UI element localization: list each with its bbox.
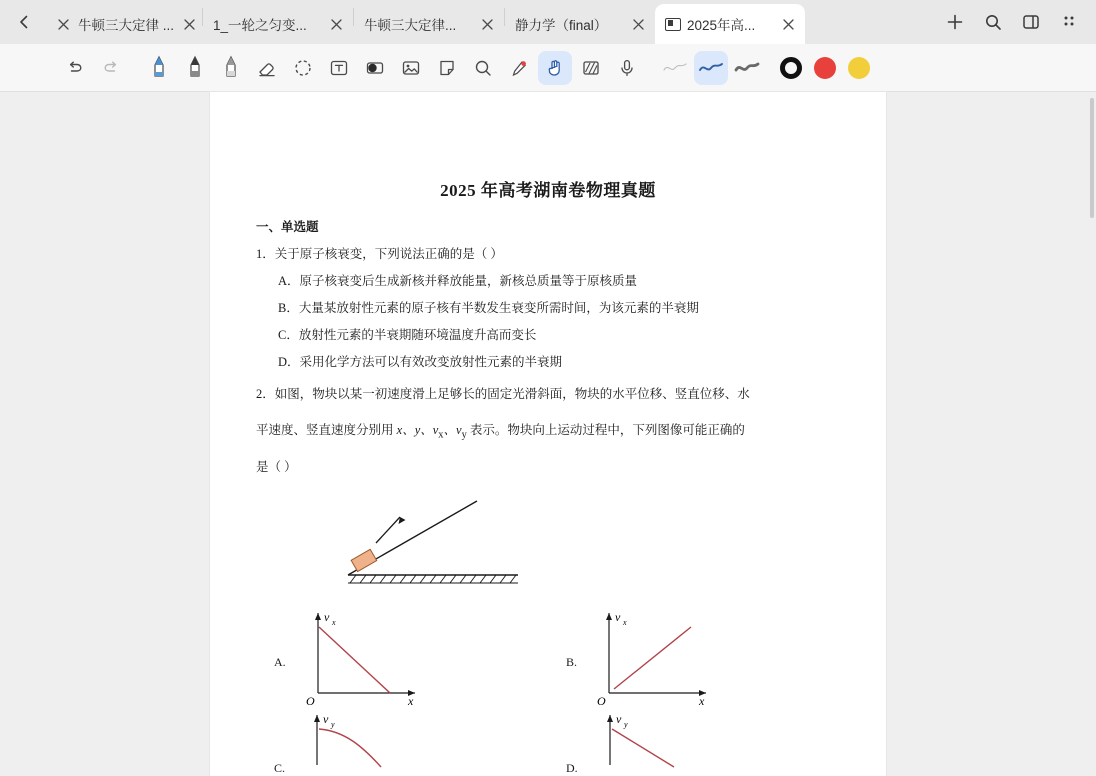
search-icon[interactable] (976, 5, 1010, 39)
q2-l2-a: 平速度、竖直速度分别用 (256, 422, 397, 437)
sidebar-icon[interactable] (1014, 5, 1048, 39)
chart-option-b (548, 601, 840, 709)
question-1-option-a: A．原子核衰变后生成新核并释放能量，新核总质量等于原核质量 (278, 274, 638, 289)
undo-icon[interactable] (58, 51, 92, 85)
stroke-medium-button[interactable] (694, 51, 728, 85)
tab-2[interactable] (354, 4, 504, 44)
tab-close-button-4[interactable] (779, 15, 797, 33)
svg-text:x: x (699, 694, 705, 709)
drawing-toolbar (0, 44, 1096, 92)
question-1-option-c: C．放射性元素的半衰期随环境温度升高而变长 (278, 327, 537, 342)
hand-icon[interactable] (538, 51, 572, 85)
back-button[interactable] (4, 0, 44, 44)
redo-icon[interactable] (94, 51, 128, 85)
tabbar-actions (938, 0, 1092, 44)
incline-figure (256, 493, 840, 593)
chart-option-d (548, 707, 840, 776)
color-red-swatch[interactable] (814, 57, 836, 79)
tab-0[interactable] (44, 4, 202, 44)
q2-l2-mid: 、v (443, 422, 462, 437)
sticky-note-icon[interactable] (430, 51, 464, 85)
q2-l2-sub2: y (461, 429, 467, 440)
eraser-icon[interactable] (250, 51, 284, 85)
question-2-line-1: 2．如图，物块以某一初速度滑上足够长的固定光滑斜面，物块的水平位移、竖直位移、水 (256, 387, 750, 402)
text-box-icon[interactable] (322, 51, 356, 85)
stroke-thick-button[interactable] (730, 51, 764, 85)
grid-dots-icon[interactable] (1052, 5, 1086, 39)
svg-text:y: y (331, 720, 335, 730)
chart-option-c (256, 707, 548, 776)
svg-text:v: v (615, 712, 621, 727)
tab-3[interactable] (505, 4, 655, 44)
tab-close-button-0[interactable] (180, 15, 198, 33)
tab-label-3: 静力学（final） (515, 18, 608, 33)
tab-1[interactable] (203, 4, 353, 44)
tab-close-button-1[interactable] (327, 15, 345, 33)
svg-text:v: v (323, 712, 329, 727)
section-heading: 一、单选题 (256, 220, 319, 234)
tab-list (44, 0, 805, 44)
tab-4[interactable] (655, 4, 805, 44)
document-icon (665, 18, 681, 31)
pen-icon[interactable] (142, 51, 176, 85)
lasso-icon[interactable] (286, 51, 320, 85)
document-canvas[interactable] (0, 92, 1096, 776)
chart-label-b: B. (566, 655, 578, 670)
svg-text:x: x (623, 618, 627, 628)
magnifier-icon[interactable] (466, 51, 500, 85)
svg-text:x: x (407, 694, 413, 709)
page-title: 2025 年高考湖南卷物理真题 (440, 181, 656, 200)
svg-text:v: v (615, 610, 621, 625)
color-black-swatch[interactable] (780, 57, 802, 79)
question-2-line-3: 是（ ） (256, 460, 297, 475)
question-1-option-d: D．采用化学方法可以有效改变放射性元素的半衰期 (278, 354, 563, 369)
color-swatches (780, 57, 870, 79)
tab-bar (0, 0, 1096, 44)
tab-close-button-2[interactable] (478, 15, 496, 33)
chart-label-a: A. (274, 655, 286, 670)
marker-icon[interactable] (214, 51, 248, 85)
vertical-scrollbar[interactable] (1090, 98, 1094, 218)
pencil-icon[interactable] (178, 51, 212, 85)
tab-label-1: 1_一轮之匀变... (213, 18, 307, 33)
svg-text:y: y (623, 720, 628, 730)
shape-icon[interactable] (358, 51, 392, 85)
option-charts (256, 601, 840, 776)
color-yellow-swatch[interactable] (848, 57, 870, 79)
chart-label-d: D. (566, 761, 578, 776)
document-page[interactable] (210, 92, 886, 776)
tab-label-0: 牛顿三大定律 ... (78, 18, 175, 33)
chart-label-c: C. (274, 761, 286, 776)
q2-l2-b: 表示。物块向上运动过程中，下列图像可能正确的 (466, 422, 745, 437)
page-lines-icon[interactable] (574, 51, 608, 85)
stroke-thin-button[interactable] (658, 51, 692, 85)
svg-text:x: x (331, 618, 336, 628)
tab-close-icon-0[interactable] (54, 15, 72, 33)
q2-l2-sub1: x (438, 429, 444, 440)
question-2-line-2 (256, 419, 840, 445)
image-icon[interactable] (394, 51, 428, 85)
question-1-stem: 1．关于原子核衰变，下列说法正确的是（ ） (256, 247, 503, 261)
chart-option-a (256, 601, 548, 709)
q2-l2-vars: x、y、v (396, 422, 439, 437)
new-tab-button[interactable] (938, 5, 972, 39)
tab-close-button-3[interactable] (629, 15, 647, 33)
svg-text:O: O (597, 694, 606, 709)
tab-label-4: 2025年高... (687, 18, 756, 33)
microphone-icon[interactable] (610, 51, 644, 85)
svg-text:O: O (305, 694, 315, 709)
question-1-option-b: B．大量某放射性元素的原子核有半数发生衰变所需时间，为该元素的半衰期 (278, 301, 699, 316)
tab-label-2: 牛顿三大定律... (364, 18, 457, 33)
laser-icon[interactable] (502, 51, 536, 85)
svg-text:v: v (323, 610, 329, 625)
